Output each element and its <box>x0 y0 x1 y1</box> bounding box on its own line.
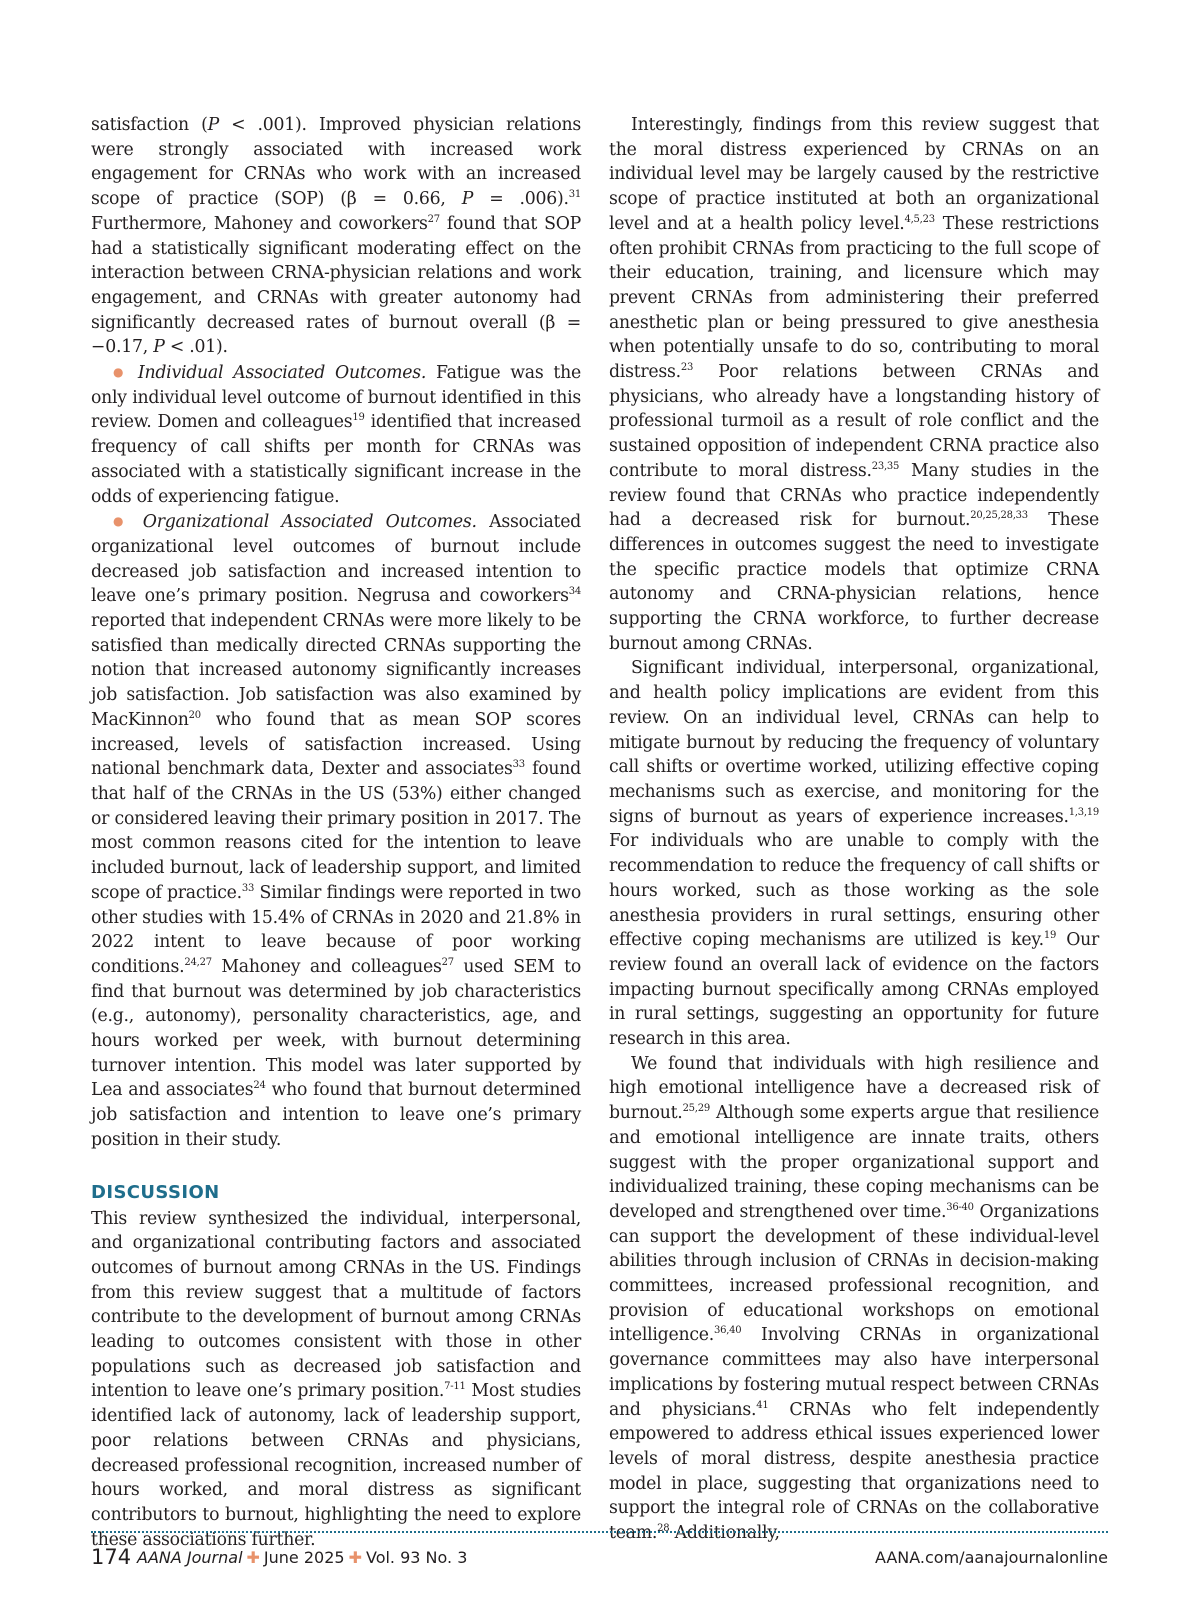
text-run: Involving CRNAs in organizational governance committees may also have interpersonal implications by fostering mutual respect between CRNAs and physicians. <box>609 1325 1099 1420</box>
text-run: < .01). <box>164 337 228 358</box>
text-run: These differences in outcomes suggest the need to investigate the specific practice models that optimize CRNA autonomy and CRNA-physician relations, hence supporting the CRNA workforce, to further decrease burnout among CRNAs. <box>609 510 1099 654</box>
text-run: Our review found an overall lack of evidence on the factors impacting burnout specifically among CRNAs employed in rural settings, suggesting an opportunity for future research in this area. <box>609 930 1100 1050</box>
right-column <box>609 113 1099 1546</box>
text-run: Mahoney and colleagues <box>211 956 442 977</box>
results-paragraph-sop <box>91 113 581 360</box>
text-run: Although some experts argue that resilience and emotional intelligence are innate traits, others suggest with the proper organizational support and individualized training, these coping mechanisms can be developed and strengthened over time. <box>609 1103 1099 1222</box>
page-footer <box>91 1543 1108 1571</box>
text-run: Significant individual, interpersonal, organizational, and health policy implications are evident from this review. On an individual level, CRNAs can help to mitigate burnout by reducing the frequency of voluntary call shifts or overtime worked, utilizing effective coping mechanisms such as exercise, and monitoring for the signs of burnout as years of experience increases. <box>609 658 1099 827</box>
citation-superscript: 25,29 <box>682 1103 710 1115</box>
italic-term: P <box>153 337 165 358</box>
citation-superscript: 4,5,23 <box>904 213 935 225</box>
citation-superscript: 34 <box>568 586 581 598</box>
citation-superscript: 20,25,28,33 <box>970 510 1028 522</box>
text-run: These restrictions often prohibit CRNAs from practicing to the full scope of their education, training, and licensure which may prevent CRNAs from administering their preferred anesthetic plan or being pressured to give anesthesia when potentially unsafe to do so, contributing to moral distress. <box>609 213 1099 383</box>
text-run: < .001). Improved physician relations were strongly associated with increased work engagement for CRNAs who work with an increased scope of practice (SOP) (β = 0.66, <box>91 115 581 210</box>
text-run: Additionally, <box>669 1523 780 1544</box>
text-run: We found that individuals with high resilience and high emotional intelligence have a decreased risk of burnout. <box>609 1053 1099 1124</box>
italic-term: P <box>461 189 474 210</box>
bullet-icon: ● <box>113 365 128 380</box>
individual-outcomes-text <box>91 363 581 507</box>
citation-superscript: 28 <box>657 1523 670 1535</box>
text-run: Poor relations between CRNAs and physicians, who already have a longstanding history of professional turmoil as a result of role conflict and the sustained opposition of independent CRNA practice also contribute to moral distress. <box>609 362 1099 481</box>
volume: Vol. 93 <box>365 1548 421 1567</box>
text-run: satisfaction ( <box>91 115 208 135</box>
discussion-paragraph <box>91 1207 581 1553</box>
journal-url[interactable]: AANA.com/aanajournalonline <box>874 1548 1108 1567</box>
moral-distress-paragraph <box>609 113 1099 656</box>
journal-title: AANA Journal <box>137 1548 243 1567</box>
citation-superscript: 1,3,19 <box>1068 806 1099 818</box>
text-run: This review synthesized the individual, interpersonal, and organizational contributing factors and associated outcomes of burnout among CRNAs in the US. Findings from this review suggest that a multitude of factors contribute to the development of burnout among CRNAs leading to outcomes consistent with those in other populations such as decreased job satisfaction and intention to leave one’s primary position. <box>91 1208 581 1402</box>
text-run: CRNAs who felt independently empowered to address ethical issues experienced lower levels of moral distress, despite anesthesia practice model in place, suggesting that organizations need to support the integral role of CRNAs on the collaborative team. <box>609 1399 1099 1544</box>
text-run: Similar findings were reported in two other studies with 15.4% of CRNAs in 2020 and 21.8% in 2022 intent to leave because of poor working conditions. <box>91 882 582 977</box>
journal-citation <box>137 1546 467 1570</box>
left-column <box>91 113 581 1552</box>
citation-superscript: 36-40 <box>946 1201 974 1213</box>
plus-separator-icon: ✚ <box>246 1548 260 1567</box>
organizational-outcomes-paragraph <box>91 509 581 1152</box>
citation-superscript: 23 <box>680 362 694 374</box>
issue-date: June 2025 <box>263 1548 345 1567</box>
text-run: who found that burnout determined job satisfaction and intention to leave one’s primary position in their study. <box>91 1080 581 1150</box>
text-run: Associated organizational level outcomes of burnout include decreased job satisfaction and increased intention to leave one’s primary position. Negrusa and coworkers <box>91 512 581 607</box>
citation-superscript: 36,40 <box>713 1325 742 1337</box>
citation-superscript: 41 <box>756 1399 769 1411</box>
text-run: found that half of the CRNAs in the US (53%) either changed or considered leaving their primary position in 2017. The most common reasons cited for the intention to leave included burnout, lack of leadership support, and limited scope of practice. <box>91 759 581 903</box>
individual-outcomes-heading: Individual Associated Outcomes. <box>137 363 427 384</box>
footer-divider <box>91 1531 1108 1533</box>
citation-superscript: 23,35 <box>871 460 900 472</box>
text-run: Fatigue was the only individual level outcome of burnout identified in this review. Domen and colleagues <box>91 363 581 433</box>
plus-separator-icon: ✚ <box>348 1548 362 1567</box>
citation-superscript: 19 <box>352 412 365 424</box>
citation-superscript: 27 <box>441 956 454 968</box>
text-run: For individuals who are unable to comply with the recommendation to reduce the frequency of call shifts or hours worked, such as those working as the sole anesthesia providers in rural settings, ensuring other effective coping mechanisms are utilized is key. <box>609 831 1099 951</box>
text-run: found that SOP had a statistically significant moderating effect on the interaction between CRNA-physician relations and work engagement, and CRNAs with greater autonomy had significantly decreased rates of burnout overall (β = −0.17, <box>91 213 581 358</box>
citation-superscript: 19 <box>1043 930 1057 942</box>
citation-superscript: 33 <box>241 882 255 894</box>
text-run: who found that as mean SOP scores increased, levels of satisfaction increased. Using national benchmark data, Dexter and associates <box>91 709 581 780</box>
text-run: reported that independent CRNAs were more likely to be satisfied than medically directed CRNAs supporting the notion that increased autonomy significantly increases job satisfaction. Job satisfaction was also examined by MacKinnon <box>91 611 581 730</box>
text-run: = .006). <box>473 189 569 210</box>
citation-superscript: 24,27 <box>184 956 212 968</box>
implications-paragraph <box>609 656 1099 1051</box>
citation-superscript: 27 <box>427 213 440 225</box>
text-run: Organizations can support the development of these individual-level abilities through inclusion of CRNAs in decision-making committees, increased professional recognition, and provision of educational workshops on emotional intelligence. <box>609 1201 1099 1346</box>
citation-superscript: 33 <box>512 759 525 771</box>
citation-superscript: 24 <box>253 1080 266 1092</box>
citation-superscript: 7-11 <box>444 1381 466 1393</box>
bullet-icon: ● <box>113 514 131 529</box>
text-run: Many studies in the review found that CRNAs who practice independently had a decreased risk for burnout. <box>609 460 1099 531</box>
resilience-paragraph <box>609 1052 1099 1546</box>
text-run: Interestingly, findings from this review suggest that the moral distress experienced by CRNAs on an individual level may be largely caused by the restrictive scope of practice instituted at both an organizational level and at a health policy level. <box>609 115 1099 234</box>
organizational-outcomes-heading: Organizational Associated Outcomes. <box>142 512 477 533</box>
issue-number: No. 3 <box>425 1548 468 1567</box>
citation-superscript: 20 <box>188 709 201 721</box>
page-number: 174 <box>91 1545 132 1569</box>
text-run: used SEM to find that burnout was determined by job characteristics (e.g., autonomy), personality characteristics, age, and hours worked per week, with burnout determining turnover intention. This model was later supported by Lea and associates <box>91 956 581 1101</box>
text-run: Most studies identified lack of autonomy, lack of leadership support, poor relations between CRNAs and physicians, decreased professional recognition, increased number of hours worked, and moral distress as significant contributors to burnout, highlighting the need to explore these associations further. <box>91 1381 581 1550</box>
italic-term: P <box>207 115 219 135</box>
organizational-outcomes-text <box>91 512 581 1150</box>
individual-outcomes-paragraph <box>91 360 581 509</box>
discussion-heading: DISCUSSION <box>91 1181 220 1203</box>
text-run: Furthermore, Mahoney and coworkers <box>91 213 428 234</box>
citation-superscript: 31 <box>568 189 581 201</box>
text-run: identified that increased frequency of call shifts per month for CRNAs was associated with a statistically significant increase in the odds of experiencing fatigue. <box>91 412 581 507</box>
